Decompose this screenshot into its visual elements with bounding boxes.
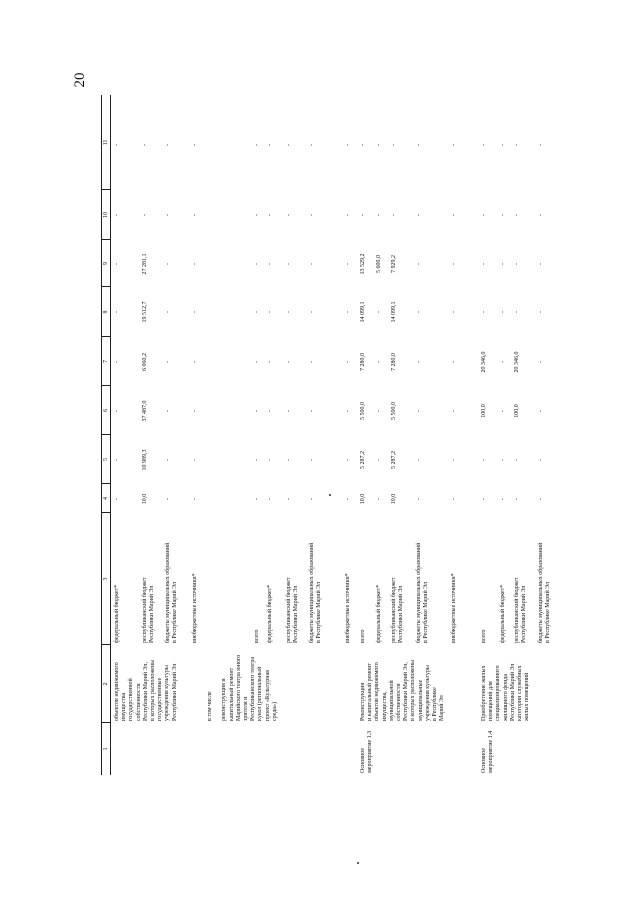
- value-cell: -: [514, 459, 520, 461]
- value-cell: -: [267, 311, 273, 313]
- value-cell: -: [500, 459, 506, 461]
- value-cell: -: [267, 410, 273, 412]
- value-cell: -: [165, 144, 171, 146]
- value-cell: -: [309, 144, 315, 146]
- value-cell: -: [416, 263, 422, 265]
- value-cell: -: [114, 214, 120, 216]
- value-cell: -: [267, 263, 273, 265]
- value-cell: 100,0: [514, 404, 520, 418]
- funding-source: внебюджетные источники*: [192, 573, 198, 643]
- value-cell: -: [538, 214, 544, 216]
- value-cell: -: [345, 410, 351, 412]
- value-cell: -: [538, 263, 544, 265]
- value-cell: -: [416, 498, 422, 500]
- value-cell: -: [451, 498, 457, 500]
- value-cell: -: [360, 144, 366, 146]
- value-cell: 14 099,1: [391, 301, 397, 323]
- value-cell: -: [416, 214, 422, 216]
- value-cell: 27 281,1: [142, 253, 148, 275]
- value-cell: -: [309, 498, 315, 500]
- value-cell: -: [165, 214, 171, 216]
- value-cell: -: [360, 214, 366, 216]
- value-cell: 7 929,2: [391, 255, 397, 273]
- funding-source: внебюджетные источники*: [345, 573, 351, 643]
- value-cell: -: [114, 311, 120, 313]
- value-cell: -: [451, 361, 457, 363]
- value-cell: -: [514, 311, 520, 313]
- value-cell: -: [254, 498, 260, 500]
- value-cell: -: [286, 311, 292, 313]
- value-cell: -: [481, 263, 487, 265]
- value-cell: -: [451, 214, 457, 216]
- value-cell: 100,0: [481, 404, 487, 418]
- value-cell: -: [254, 144, 260, 146]
- value-cell: -: [376, 214, 382, 216]
- value-cell: 7 280,0: [360, 353, 366, 371]
- value-cell: -: [192, 311, 198, 313]
- value-cell: -: [451, 459, 457, 461]
- value-cell: -: [345, 459, 351, 461]
- value-cell: -: [267, 214, 273, 216]
- funding-source: всего: [360, 629, 366, 643]
- value-cell: 5 500,0: [360, 402, 366, 420]
- value-cell: -: [345, 214, 351, 216]
- value-cell: -: [538, 498, 544, 500]
- value-cell: -: [267, 498, 273, 500]
- value-cell: -: [451, 311, 457, 313]
- value-cell: -: [500, 263, 506, 265]
- value-cell: 10 989,3: [142, 449, 148, 471]
- value-cell: -: [416, 459, 422, 461]
- value-cell: 37 487,0: [142, 400, 148, 422]
- value-cell: -: [451, 410, 457, 412]
- value-cell: -: [451, 263, 457, 265]
- value-cell: -: [254, 263, 260, 265]
- rotated-table-wrapper: [101, 95, 583, 775]
- funding-source: федеральный бюджет*: [376, 584, 382, 643]
- value-cell: -: [500, 144, 506, 146]
- page-number: 20: [72, 72, 88, 88]
- scan-speck: [329, 494, 331, 496]
- value-cell: -: [376, 410, 382, 412]
- value-cell: -: [309, 263, 315, 265]
- value-cell: -: [345, 144, 351, 146]
- value-cell: 5 500,0: [391, 402, 397, 420]
- event-description: Реконструкция и капитальный ремонт объектов недвижимого имущества, муниципальной собственности Республики Марий Эл, в которых расположены муниципальные учреждения культуры в Республике Марий Эл: [360, 659, 446, 721]
- value-cell: 10,0: [142, 493, 148, 505]
- value-cell: 7 280,0: [391, 353, 397, 371]
- value-cell: -: [500, 361, 506, 363]
- value-cell: -: [538, 311, 544, 313]
- value-cell: -: [254, 214, 260, 216]
- column-number-10: 10: [103, 212, 109, 218]
- value-cell: -: [514, 498, 520, 500]
- funding-source: всего: [254, 629, 260, 643]
- value-cell: -: [267, 459, 273, 461]
- event-description: объектов недвижимого имущества государственной собственности Республики Марий Эл, в которых расположены государственные учреждения культуры Республики Марий Эл: [114, 659, 178, 721]
- value-cell: -: [286, 361, 292, 363]
- value-cell: -: [514, 263, 520, 265]
- value-cell: -: [481, 311, 487, 313]
- value-cell: -: [538, 459, 544, 461]
- value-cell: -: [514, 214, 520, 216]
- value-cell: -: [192, 459, 198, 461]
- value-cell: -: [286, 144, 292, 146]
- budget-table: [101, 95, 583, 775]
- value-cell: -: [165, 459, 171, 461]
- value-cell: -: [538, 361, 544, 363]
- value-cell: -: [345, 361, 351, 363]
- value-cell: -: [416, 311, 422, 313]
- value-cell: -: [192, 263, 198, 265]
- value-cell: -: [416, 144, 422, 146]
- value-cell: -: [500, 498, 506, 500]
- value-cell: -: [142, 214, 148, 216]
- value-cell: -: [376, 459, 382, 461]
- value-cell: -: [481, 214, 487, 216]
- value-cell: 10,0: [360, 493, 366, 505]
- column-number-4: 4: [103, 497, 109, 500]
- value-cell: -: [451, 144, 457, 146]
- value-cell: 14 099,1: [360, 301, 366, 323]
- value-cell: -: [309, 214, 315, 216]
- value-cell: -: [391, 214, 397, 216]
- value-cell: -: [416, 361, 422, 363]
- value-cell: -: [376, 498, 382, 500]
- event-description: Приобретение жилых помещений для специализированного жилищного фонда Республики Марий Эл категории служебных жилых помещений: [481, 663, 531, 721]
- value-cell: -: [286, 459, 292, 461]
- value-cell: -: [500, 214, 506, 216]
- scan-speck: [357, 862, 359, 864]
- funding-source: республиканский бюджет Республики Марий Эл: [286, 577, 300, 643]
- funding-source: бюджеты муниципальных образований в Республике Марий Эл: [416, 542, 430, 643]
- value-cell: -: [286, 410, 292, 412]
- value-cell: -: [345, 311, 351, 313]
- value-cell: -: [114, 263, 120, 265]
- value-cell: -: [309, 459, 315, 461]
- value-cell: -: [500, 410, 506, 412]
- value-cell: -: [345, 498, 351, 500]
- value-cell: -: [538, 410, 544, 412]
- value-cell: -: [481, 498, 487, 500]
- value-cell: 20 346,0: [514, 351, 520, 373]
- value-cell: -: [114, 498, 120, 500]
- funding-source: федеральный бюджет*: [500, 584, 506, 643]
- value-cell: -: [192, 410, 198, 412]
- event-label: Основное мероприятие 1.4: [481, 730, 495, 773]
- value-cell: -: [114, 144, 120, 146]
- column-number-8: 8: [103, 310, 109, 314]
- value-cell: -: [376, 144, 382, 146]
- column-number-11: 11: [103, 139, 109, 146]
- funding-source: республиканский бюджет Республики Марий Эл: [391, 577, 405, 643]
- value-cell: -: [254, 459, 260, 461]
- funding-source: внебюджетные источники*: [451, 573, 457, 643]
- value-cell: -: [165, 498, 171, 500]
- value-cell: -: [514, 144, 520, 146]
- value-cell: -: [165, 263, 171, 265]
- value-cell: -: [309, 410, 315, 412]
- value-cell: -: [309, 361, 315, 363]
- value-cell: -: [192, 361, 198, 363]
- value-cell: -: [376, 361, 382, 363]
- value-cell: -: [345, 263, 351, 265]
- column-number-3: 3: [103, 577, 109, 581]
- value-cell: -: [416, 410, 422, 412]
- value-cell: -: [500, 311, 506, 313]
- value-cell: -: [192, 214, 198, 216]
- value-cell: 10,0: [391, 493, 397, 505]
- value-cell: 20 346,0: [481, 351, 487, 373]
- funding-source: республиканский бюджет Республики Марий Эл: [142, 577, 156, 643]
- column-number-1: 1: [103, 747, 109, 751]
- event-label: Основное мероприятие 1.3: [360, 730, 374, 773]
- column-number-2: 2: [103, 682, 109, 686]
- value-cell: 5 287,2: [360, 451, 366, 469]
- value-cell: -: [538, 144, 544, 146]
- value-cell: -: [254, 311, 260, 313]
- value-cell: -: [254, 361, 260, 363]
- column-number-6: 6: [103, 409, 109, 412]
- value-cell: -: [165, 410, 171, 412]
- column-number-9: 9: [103, 262, 109, 265]
- funding-source: всего: [481, 629, 487, 643]
- funding-source: республиканский бюджет Республики Марий Эл: [514, 577, 528, 643]
- value-cell: -: [267, 144, 273, 146]
- value-cell: -: [481, 144, 487, 146]
- value-cell: -: [376, 311, 382, 313]
- value-cell: 13 529,2: [360, 253, 366, 275]
- value-cell: -: [165, 311, 171, 313]
- value-cell: 5 600,0: [376, 255, 382, 273]
- funding-source: бюджеты муниципальных образований в Республике Марий Эл: [165, 542, 179, 643]
- value-cell: -: [481, 459, 487, 461]
- value-cell: 6 060,2: [142, 353, 148, 371]
- value-cell: -: [267, 361, 273, 363]
- value-cell: -: [254, 410, 260, 412]
- value-cell: -: [286, 263, 292, 265]
- value-cell: -: [114, 410, 120, 412]
- funding-source: бюджеты муниципальных образований в Республике Марий Эл: [538, 542, 552, 643]
- value-cell: -: [391, 144, 397, 146]
- column-number-7: 7: [103, 360, 109, 363]
- event-description: в том числе реконструкция и капитальный ремонт Марийского театра юного зрителя и Республиканского театра кукол (региональный проект «Культурная среда»): [207, 654, 278, 721]
- funding-source: федеральный бюджет*: [267, 584, 273, 643]
- value-cell: -: [309, 311, 315, 313]
- value-cell: -: [286, 214, 292, 216]
- value-cell: -: [114, 459, 120, 461]
- value-cell: -: [165, 361, 171, 363]
- value-cell: 5 287,2: [391, 451, 397, 469]
- value-cell: 19 512,7: [142, 301, 148, 323]
- value-cell: -: [192, 144, 198, 146]
- funding-source: бюджеты муниципальных образований в Республике Марий Эл: [309, 542, 323, 643]
- value-cell: -: [192, 498, 198, 500]
- value-cell: -: [114, 361, 120, 363]
- value-cell: -: [286, 498, 292, 500]
- funding-source: федеральный бюджет*: [114, 584, 120, 643]
- value-cell: -: [142, 144, 148, 146]
- column-number-5: 5: [103, 458, 109, 461]
